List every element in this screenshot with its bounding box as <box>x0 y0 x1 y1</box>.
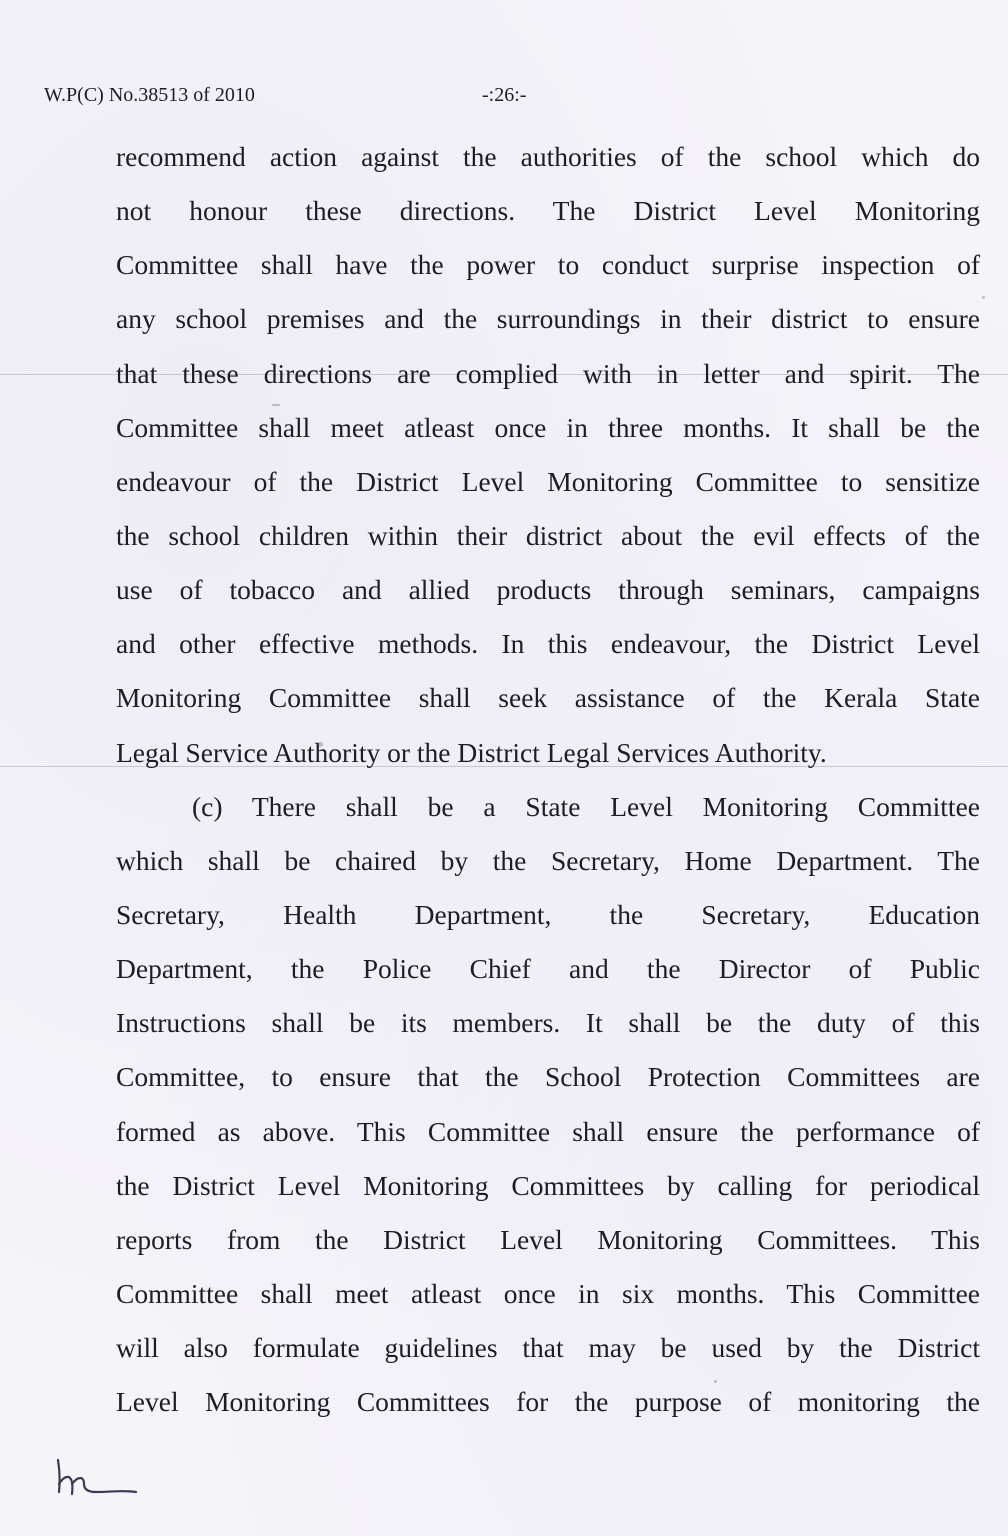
scan-speck <box>272 404 280 406</box>
text-line: Committee shall meet atleast once in six months. This Committee <box>116 1277 980 1309</box>
text-line: Monitoring Committee shall seek assistance of the Kerala State <box>116 682 980 714</box>
text-line: Instructions shall be its members. It shall be the duty of this <box>116 1007 980 1039</box>
text-line: recommend action against the authorities of the school which do <box>116 141 980 172</box>
text-line: Committee shall meet atleast once in three months. It shall be the <box>116 411 980 443</box>
text-line: Level Monitoring Committees for the purpose of monitoring the <box>116 1386 980 1418</box>
page-header <box>44 84 964 112</box>
text-line: Legal Service Authority or the District Legal Services Authority. <box>116 736 827 768</box>
scan-speck <box>982 296 985 299</box>
scan-speck <box>714 1380 717 1383</box>
text-line: reports from the District Level Monitoring Committees. This <box>116 1223 980 1255</box>
page-number: -:26:- <box>482 84 527 106</box>
text-line: the District Level Monitoring Committees by calling for periodical <box>116 1169 980 1201</box>
text-line: Department, the Police Chief and the Director of Public <box>116 953 980 985</box>
document-body <box>116 130 980 1429</box>
text-line: use of tobacco and allied products through seminars, campaigns <box>116 574 980 606</box>
text-line: which shall be chaired by the Secretary, Home Department. The <box>116 844 980 876</box>
handwritten-initials <box>50 1452 140 1502</box>
text-line: (c) There shall be a State Level Monitoring Committee <box>192 790 980 822</box>
text-line: not honour these directions. The District Level Monitoring <box>116 195 980 227</box>
scan-speck <box>318 742 323 747</box>
text-line: Secretary, Health Department, the Secretary, Education <box>116 898 980 930</box>
case-number: W.P(C) No.38513 of 2010 <box>44 84 255 106</box>
text-line: formed as above. This Committee shall ensure the performance of <box>116 1115 980 1147</box>
text-line: will also formulate guidelines that may be used by the District <box>116 1332 980 1364</box>
text-line: the school children within their district about the evil effects of the <box>116 519 980 551</box>
text-line: that these directions are complied with in letter and spirit. The <box>116 357 980 389</box>
text-line: Committee shall have the power to conduct surprise inspection of <box>116 249 980 281</box>
text-line: endeavour of the District Level Monitoring Committee to sensitize <box>116 465 980 497</box>
text-line: and other effective methods. In this endeavour, the District Level <box>116 628 980 660</box>
text-line: Committee, to ensure that the School Protection Committees are <box>116 1061 980 1093</box>
text-line: any school premises and the surroundings in their district to ensure <box>116 303 980 335</box>
